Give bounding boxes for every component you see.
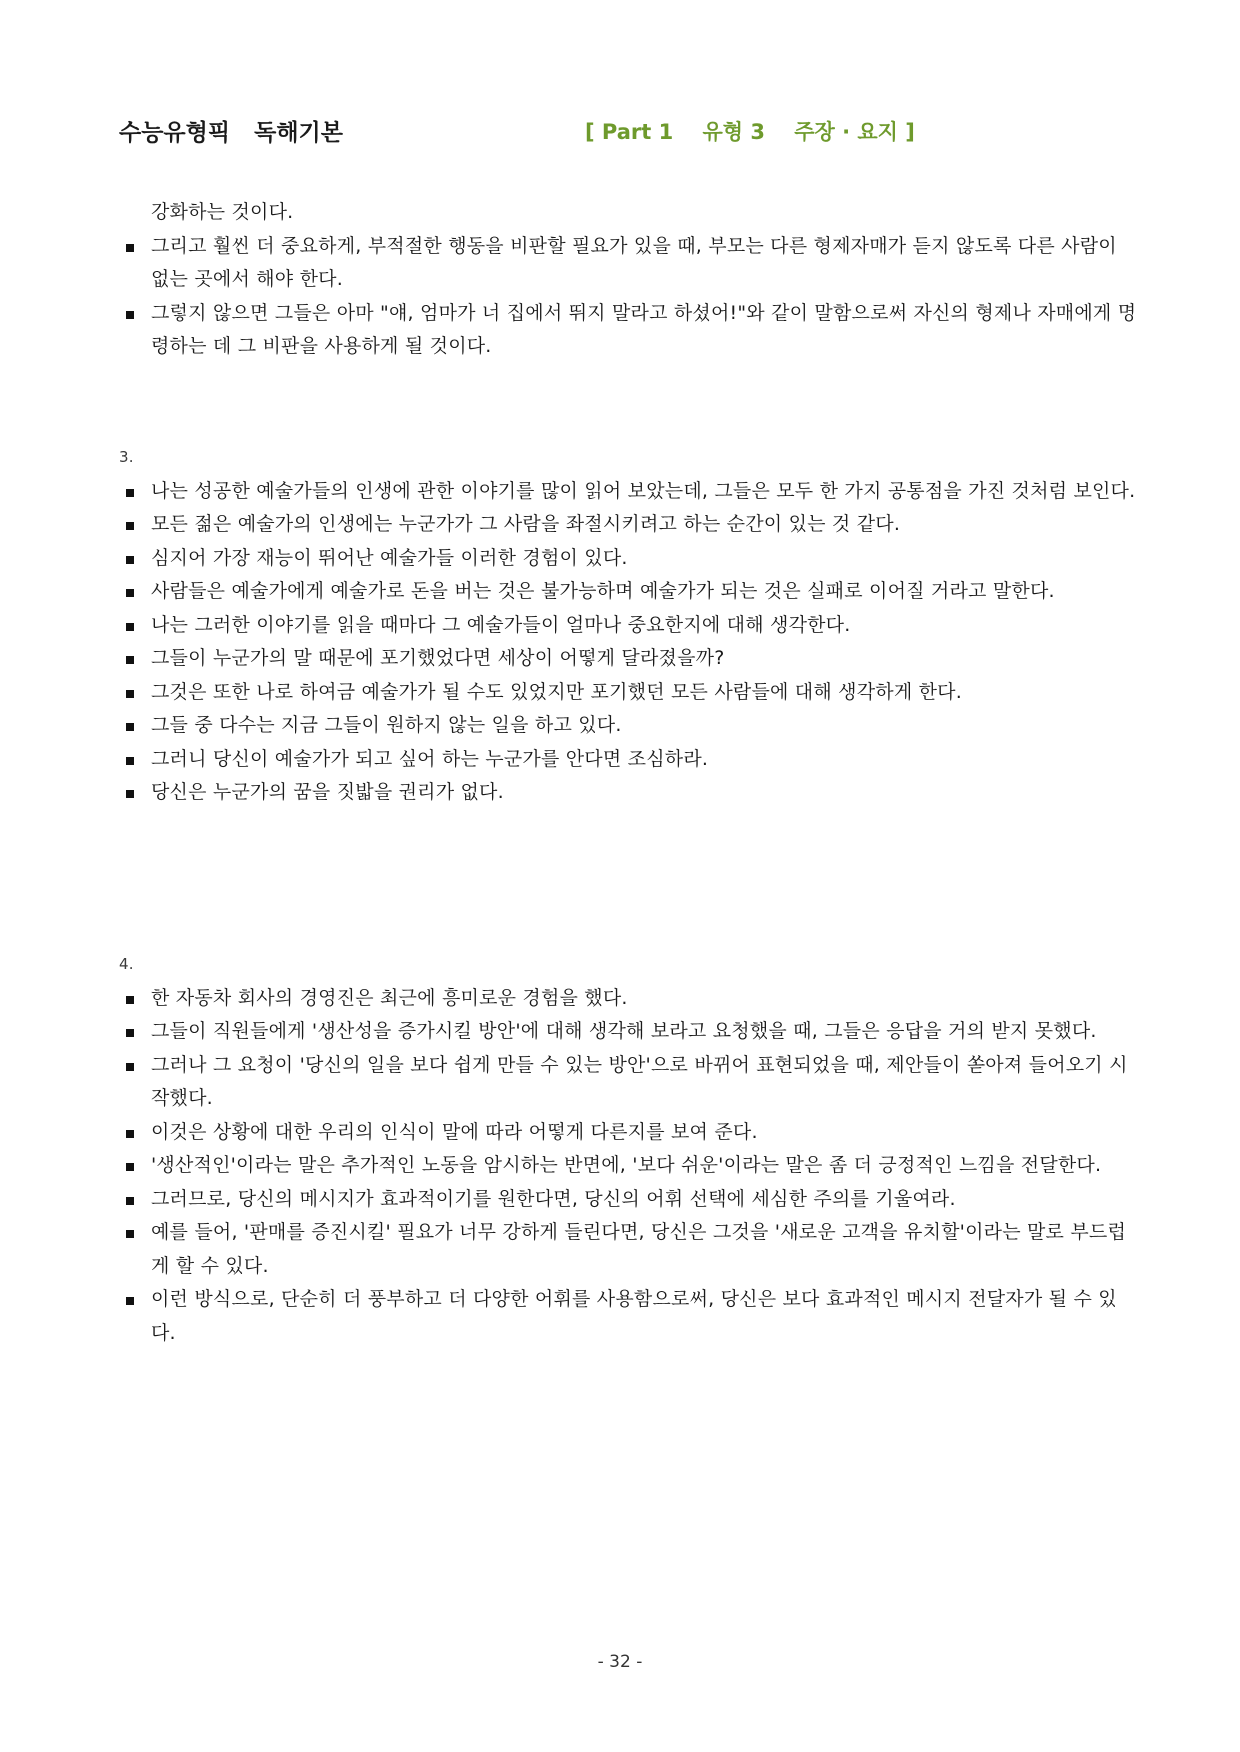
sentence-text: 그것은 또한 나로 하여금 예술가가 될 수도 있었지만 포기했던 모든 사람들에 대해 생각하게 한다. xyxy=(151,680,962,703)
sentence-text: 그러므로, 당신의 메시지가 효과적이기를 원한다면, 당신의 어휘 선택에 세심한 주의를 기울여라. xyxy=(151,1187,956,1210)
list-item xyxy=(119,1183,1139,1217)
list-item xyxy=(119,642,1139,676)
sentence-text: 심지어 가장 재능이 뛰어난 예술가들 이러한 경험이 있다. xyxy=(151,546,628,569)
list-item xyxy=(119,709,1139,743)
square-bullet-icon xyxy=(126,723,134,731)
square-bullet-icon xyxy=(126,790,134,798)
list-item xyxy=(119,230,1139,297)
list-item xyxy=(119,508,1139,542)
square-bullet-icon xyxy=(126,589,134,597)
square-bullet-icon xyxy=(126,522,134,530)
square-bullet-icon xyxy=(126,556,134,564)
sentence-text: 이것은 상황에 대한 우리의 인식이 말에 따라 어떻게 다른지를 보여 준다. xyxy=(151,1120,758,1143)
sentence-text: 한 자동차 회사의 경영진은 최근에 흥미로운 경험을 했다. xyxy=(151,986,628,1009)
section-number: 4. xyxy=(119,955,134,973)
book-title: 수능유형픽 독해기본 xyxy=(119,120,343,146)
section-4 xyxy=(119,948,1139,1350)
sentence-text: 그들이 직원들에게 '생산성을 증가시킬 방안'에 대해 생각해 보라고 요청했을 때, 그들은 응답을 거의 받지 못했다. xyxy=(151,1020,1097,1042)
sentence-text: 나는 그러한 이야기를 읽을 때마다 그 예술가들이 얼마나 중요한지에 대해 생각한다. xyxy=(151,613,851,636)
list-item xyxy=(119,575,1139,609)
sentence-list xyxy=(119,475,1139,810)
sentence-text: 그러나 그 요청이 '당신의 일을 보다 쉽게 만들 수 있는 방안'으로 바뀌어 표현되었을 때, 제안들이 쏟아져 들어오기 시작했다. xyxy=(151,1053,1128,1109)
square-bullet-icon xyxy=(126,1197,134,1205)
list-item xyxy=(119,1283,1139,1350)
square-bullet-icon xyxy=(126,757,134,765)
continued-sentence: 강화하는 것이다. xyxy=(151,201,294,223)
list-item xyxy=(119,1116,1139,1150)
sentence-text: 그리고 훨씬 더 중요하게, 부적절한 행동을 비판할 필요가 있을 때, 부모는 다른 형제자매가 듣지 않도록 다른 사람이 없는 곳에서 해야 한다. xyxy=(151,234,1117,290)
square-bullet-icon xyxy=(126,690,134,698)
list-item xyxy=(119,542,1139,576)
list-item xyxy=(119,297,1139,364)
sentence-text: 그들 중 다수는 지금 그들이 원하지 않는 일을 하고 있다. xyxy=(151,714,622,736)
square-bullet-icon xyxy=(126,996,134,1004)
square-bullet-icon xyxy=(126,1029,134,1037)
sentence-text: 예를 들어, '판매를 증진시킬' 필요가 너무 강하게 들린다면, 당신은 그것을 '새로운 고객을 유치할'이라는 말로 부드럽게 할 수 있다. xyxy=(151,1221,1127,1277)
sentence-text: 사람들은 예술가에게 예술가로 돈을 버는 것은 불가능하며 예술가가 되는 것은 실패로 이어질 거라고 말한다. xyxy=(151,580,1055,602)
square-bullet-icon xyxy=(126,489,134,497)
list-item xyxy=(119,1216,1139,1283)
section-continued xyxy=(119,196,1139,364)
sentence-text: 당신은 누군가의 꿈을 짓밟을 권리가 없다. xyxy=(151,781,504,803)
square-bullet-icon xyxy=(126,623,134,631)
list-item xyxy=(119,609,1139,643)
sentence-list xyxy=(119,230,1139,364)
square-bullet-icon xyxy=(126,244,134,252)
list-item xyxy=(119,475,1139,509)
list-item xyxy=(119,1149,1139,1183)
square-bullet-icon xyxy=(126,311,134,319)
list-item xyxy=(119,1015,1139,1049)
list-item xyxy=(119,776,1139,810)
section-3 xyxy=(119,441,1139,810)
section-number: 3. xyxy=(119,448,134,466)
square-bullet-icon xyxy=(126,1230,134,1238)
list-item xyxy=(119,743,1139,777)
square-bullet-icon xyxy=(126,1297,134,1305)
page-number: - 32 - xyxy=(597,1652,643,1672)
sentence-list xyxy=(119,982,1139,1351)
list-item xyxy=(119,1049,1139,1116)
sentence-text: 그들이 누군가의 말 때문에 포기했었다면 세상이 어떻게 달라졌을까? xyxy=(151,647,725,669)
sentence-text: 나는 성공한 예술가들의 인생에 관한 이야기를 많이 읽어 보았는데, 그들은 모두 한 가지 공통점을 가진 것처럼 보인다. xyxy=(151,479,1136,502)
square-bullet-icon xyxy=(126,1063,134,1071)
sentence-text: '생산적인'이라는 말은 추가적인 노동을 암시하는 반면에, '보다 쉬운'이라는 말은 좀 더 긍정적인 느낌을 전달한다. xyxy=(151,1154,1102,1176)
square-bullet-icon xyxy=(126,656,134,664)
sentence-text: 이런 방식으로, 단순히 더 풍부하고 더 다양한 어휘를 사용함으로써, 당신은 보다 효과적인 메시지 전달자가 될 수 있다. xyxy=(151,1288,1117,1344)
square-bullet-icon xyxy=(126,1130,134,1138)
part-type-heading: [ Part 1 유형 3 주장 · 요지 ] xyxy=(585,120,915,144)
sentence-text: 그렇지 않으면 그들은 아마 "얘, 엄마가 너 집에서 뛰지 말라고 하셨어!"와 같이 말함으로써 자신의 형제나 자매에게 명령하는 데 그 비판을 사용하게 될 것이다. xyxy=(151,301,1137,357)
list-item xyxy=(119,676,1139,710)
list-item xyxy=(119,982,1139,1016)
sentence-text: 모든 젊은 예술가의 인생에는 누군가가 그 사람을 좌절시키려고 하는 순간이 있는 것 같다. xyxy=(151,513,901,535)
square-bullet-icon xyxy=(126,1163,134,1171)
sentence-text: 그러니 당신이 예술가가 되고 싶어 하는 누군가를 안다면 조심하라. xyxy=(151,747,709,770)
